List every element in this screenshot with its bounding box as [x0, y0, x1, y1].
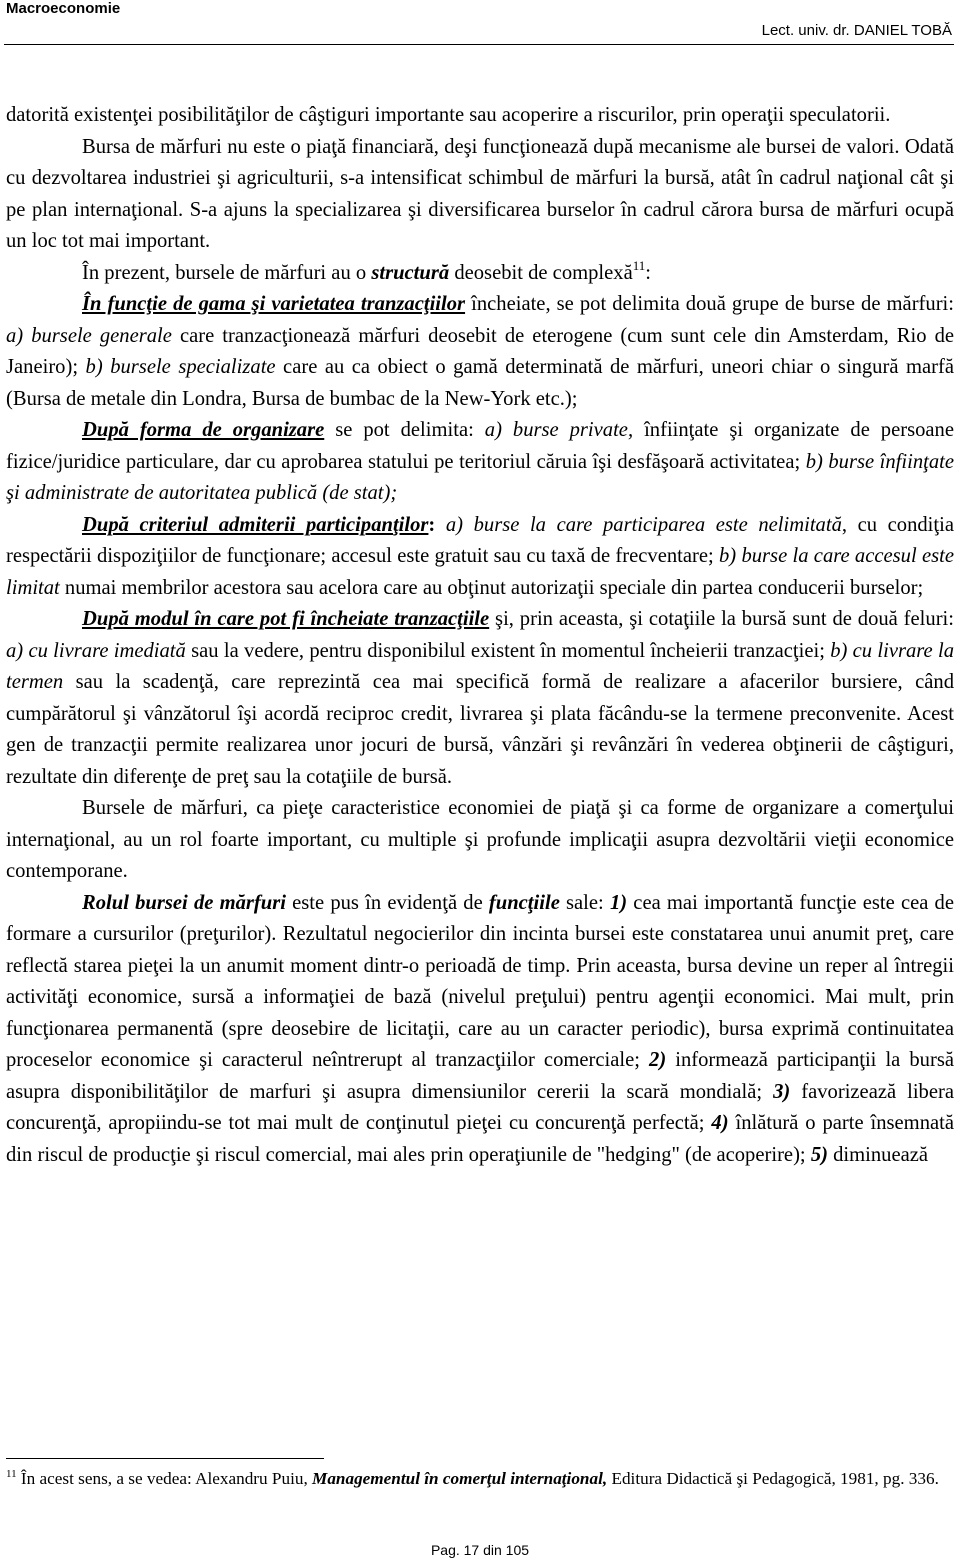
book-title: Managementul în comerţul internaţional, — [312, 1469, 608, 1488]
list-number: 1) — [609, 891, 628, 914]
text: înlătură o parte însemnată din riscul de producţie şi riscul comercial, mai ales prin operaţiunile de "hedging" (de acoperire); — [6, 1112, 955, 1166]
footnote-divider — [6, 1458, 324, 1459]
paragraph-8: Bursele de mărfuri, ca pieţe caracteristice economiei de piaţă şi ca forme de organizare a comerţului internaţional, au un rol foarte important, cu multiple şi profunde implicaţii asupra dezvoltării vieţii economice contemporane. — [6, 797, 954, 882]
page-number: Pag. 17 din 105 — [430, 1542, 530, 1558]
text: Editura Didactică şi Pedagogică, 1981, pg. 336. — [607, 1469, 939, 1488]
text: În prezent, bursele de mărfuri au o — [82, 261, 372, 284]
list-number: 2) — [649, 1049, 667, 1071]
text: : — [645, 261, 652, 284]
text: : — [428, 513, 446, 536]
author-name: Lect. univ. dr. DANIEL TOBĂ — [761, 22, 952, 39]
paragraph-5 — [6, 415, 954, 510]
emphasis: a) bursele generale — [6, 324, 172, 347]
emphasis: funcţiile — [488, 891, 560, 914]
emphasis: b) bursele specializate — [85, 356, 276, 378]
paragraph-9 — [6, 888, 954, 1172]
section-heading: După modul în care pot fi încheiate tranzacţiile — [82, 608, 490, 630]
course-title: Macroeconomie — [6, 0, 121, 17]
text: diminuează — [827, 1143, 929, 1166]
text: şi, prin aceasta, şi cotaţiile la bursă sunt de două feluri: — [489, 608, 954, 630]
list-number: 4) — [711, 1112, 729, 1134]
list-number: 5) — [810, 1143, 828, 1166]
text: care tranzacţionează mărfuri deosebit de eterogene (cum sunt cele din Amsterdam, Rio de Janeiro); — [6, 324, 955, 378]
text: informează participanţii la bursă asupra disponibilităţilor de marfuri şi asupra dimensiunilor cererii la scară mondială; — [6, 1049, 954, 1103]
text: încheiate, se pot delimita două grupe de burse de mărfuri: — [465, 293, 955, 315]
paragraph-7 — [6, 604, 954, 793]
text: se pot delimita: — [324, 419, 485, 441]
paragraph-2: Bursa de mărfuri nu este o piaţă financiară, deşi funcţionează după mecanisme ale bursei de valori. Odată cu dezvoltarea industriei şi agriculturii, s-a intensificat schimbul de mărfuri la bursă, atât în cadrul naţional cât şi pe plan internaţional. S-a ajuns la specializarea şi diversificarea burselor în cadrul cărora bursa de mărfuri ocupă un loc tot mai important. — [6, 135, 954, 252]
text: care au ca obiect o gamă determinată de mărfuri, uneori chiar o singură marfă (Bursa de metale din Londra, Bursa de bumbac de la New-York etc.); — [6, 356, 954, 410]
emphasis: structură — [371, 261, 450, 284]
list-number: 3) — [773, 1080, 791, 1103]
footnote-number: 11 — [6, 1468, 17, 1480]
paragraph-4 — [6, 289, 954, 415]
text: favorizează libera concurenţă, apropiindu-se tot mai mult de conţinutul pieţei cu concurenţă perfectă; — [6, 1080, 954, 1134]
paragraph-1: datorită existenţei posibilităţilor de câştiguri importante sau acoperire a riscurilor, prin operaţii speculatorii. — [6, 104, 891, 126]
text: În acest sens, a se vedea: Alexandru Puiu, — [16, 1469, 313, 1488]
header-divider — [4, 44, 954, 45]
paragraph-6 — [6, 510, 954, 605]
text: este pus în evidenţă de — [285, 891, 489, 914]
emphasis: a) burse private, — [484, 419, 634, 441]
section-heading: După forma de organizare — [82, 419, 325, 441]
emphasis: b) burse înfiinţate şi administrate de autoritatea publică (de stat); — [6, 450, 955, 504]
footnote-ref: 11 — [632, 257, 646, 273]
emphasis: a) cu livrare imediată — [6, 639, 186, 662]
text: cea mai importantă funcţie este cea de formare a cursurilor (preţurilor). Rezultatul negocierilor din incinta bursei este constatarea unui anumit preţ, care reflectă starea pieţei la un anumit moment dintr-o perioadă de timp. Prin aceasta, bursa devine un reper al întregii activităţi economice, sursă a informaţiei de bază (nivelul preţului) pentru agenţii economici. Mai mult, prin funcţionarea permanentă (spre deosebire de licitaţii, care au un caracter periodic), bursa exprimă continuitatea proceselor economice şi caracterul neîntrerupt al tranzacţiilor comerciale; — [6, 891, 954, 1071]
section-heading: În funcţie de gama şi varietatea tranzacţiilor — [82, 293, 466, 315]
text: deosebit de complexă — [449, 261, 633, 284]
text: numai membrilor acestora sau acelora care au obţinut autorizaţii speciale din partea conducerii burselor; — [59, 576, 924, 599]
emphasis: Rolul bursei de mărfuri — [82, 891, 286, 914]
paragraph-3 — [6, 258, 954, 290]
emphasis: b) cu livrare la termen — [6, 639, 954, 693]
footnote — [6, 1466, 954, 1492]
text: sau la vedere, pentru disponibilul existent în momentul încheierii tranzacţiei; — [185, 639, 831, 662]
text: , cu condiţia respectării dispoziţiilor de funcţionare; accesul este gratuit sau cu taxă de frecventare; — [6, 513, 954, 567]
text: înfiinţate şi organizate de persoane fizice/juridice particulare, dar cu aprobarea statului pe teritoriul căruia îşi desfăşoară activitatea; — [6, 419, 954, 473]
main-text — [6, 100, 954, 1171]
emphasis: b) burse la care accesul este limitat — [6, 545, 954, 599]
text: sau la scadenţă, care reprezintă cea mai specifică formă de realizare a afacerilor bursiere, când cumpărătorul şi vânzătorul îşi acordă reciproc credit, livrarea şi plata făcându-se la termene preconvenite. Acest gen de tranzacţii permite realizarea unor jocuri de bursă, vânzări şi revânzări în vederea obţinerii de câştiguri, rezultate din diferenţe de preţ sau la cotaţiile de bursă. — [6, 671, 954, 788]
emphasis: a) burse la care participarea este nelimitată — [445, 513, 842, 536]
section-heading: După criteriul admiterii participanţilor — [82, 513, 429, 536]
text: sale: — [559, 891, 610, 914]
